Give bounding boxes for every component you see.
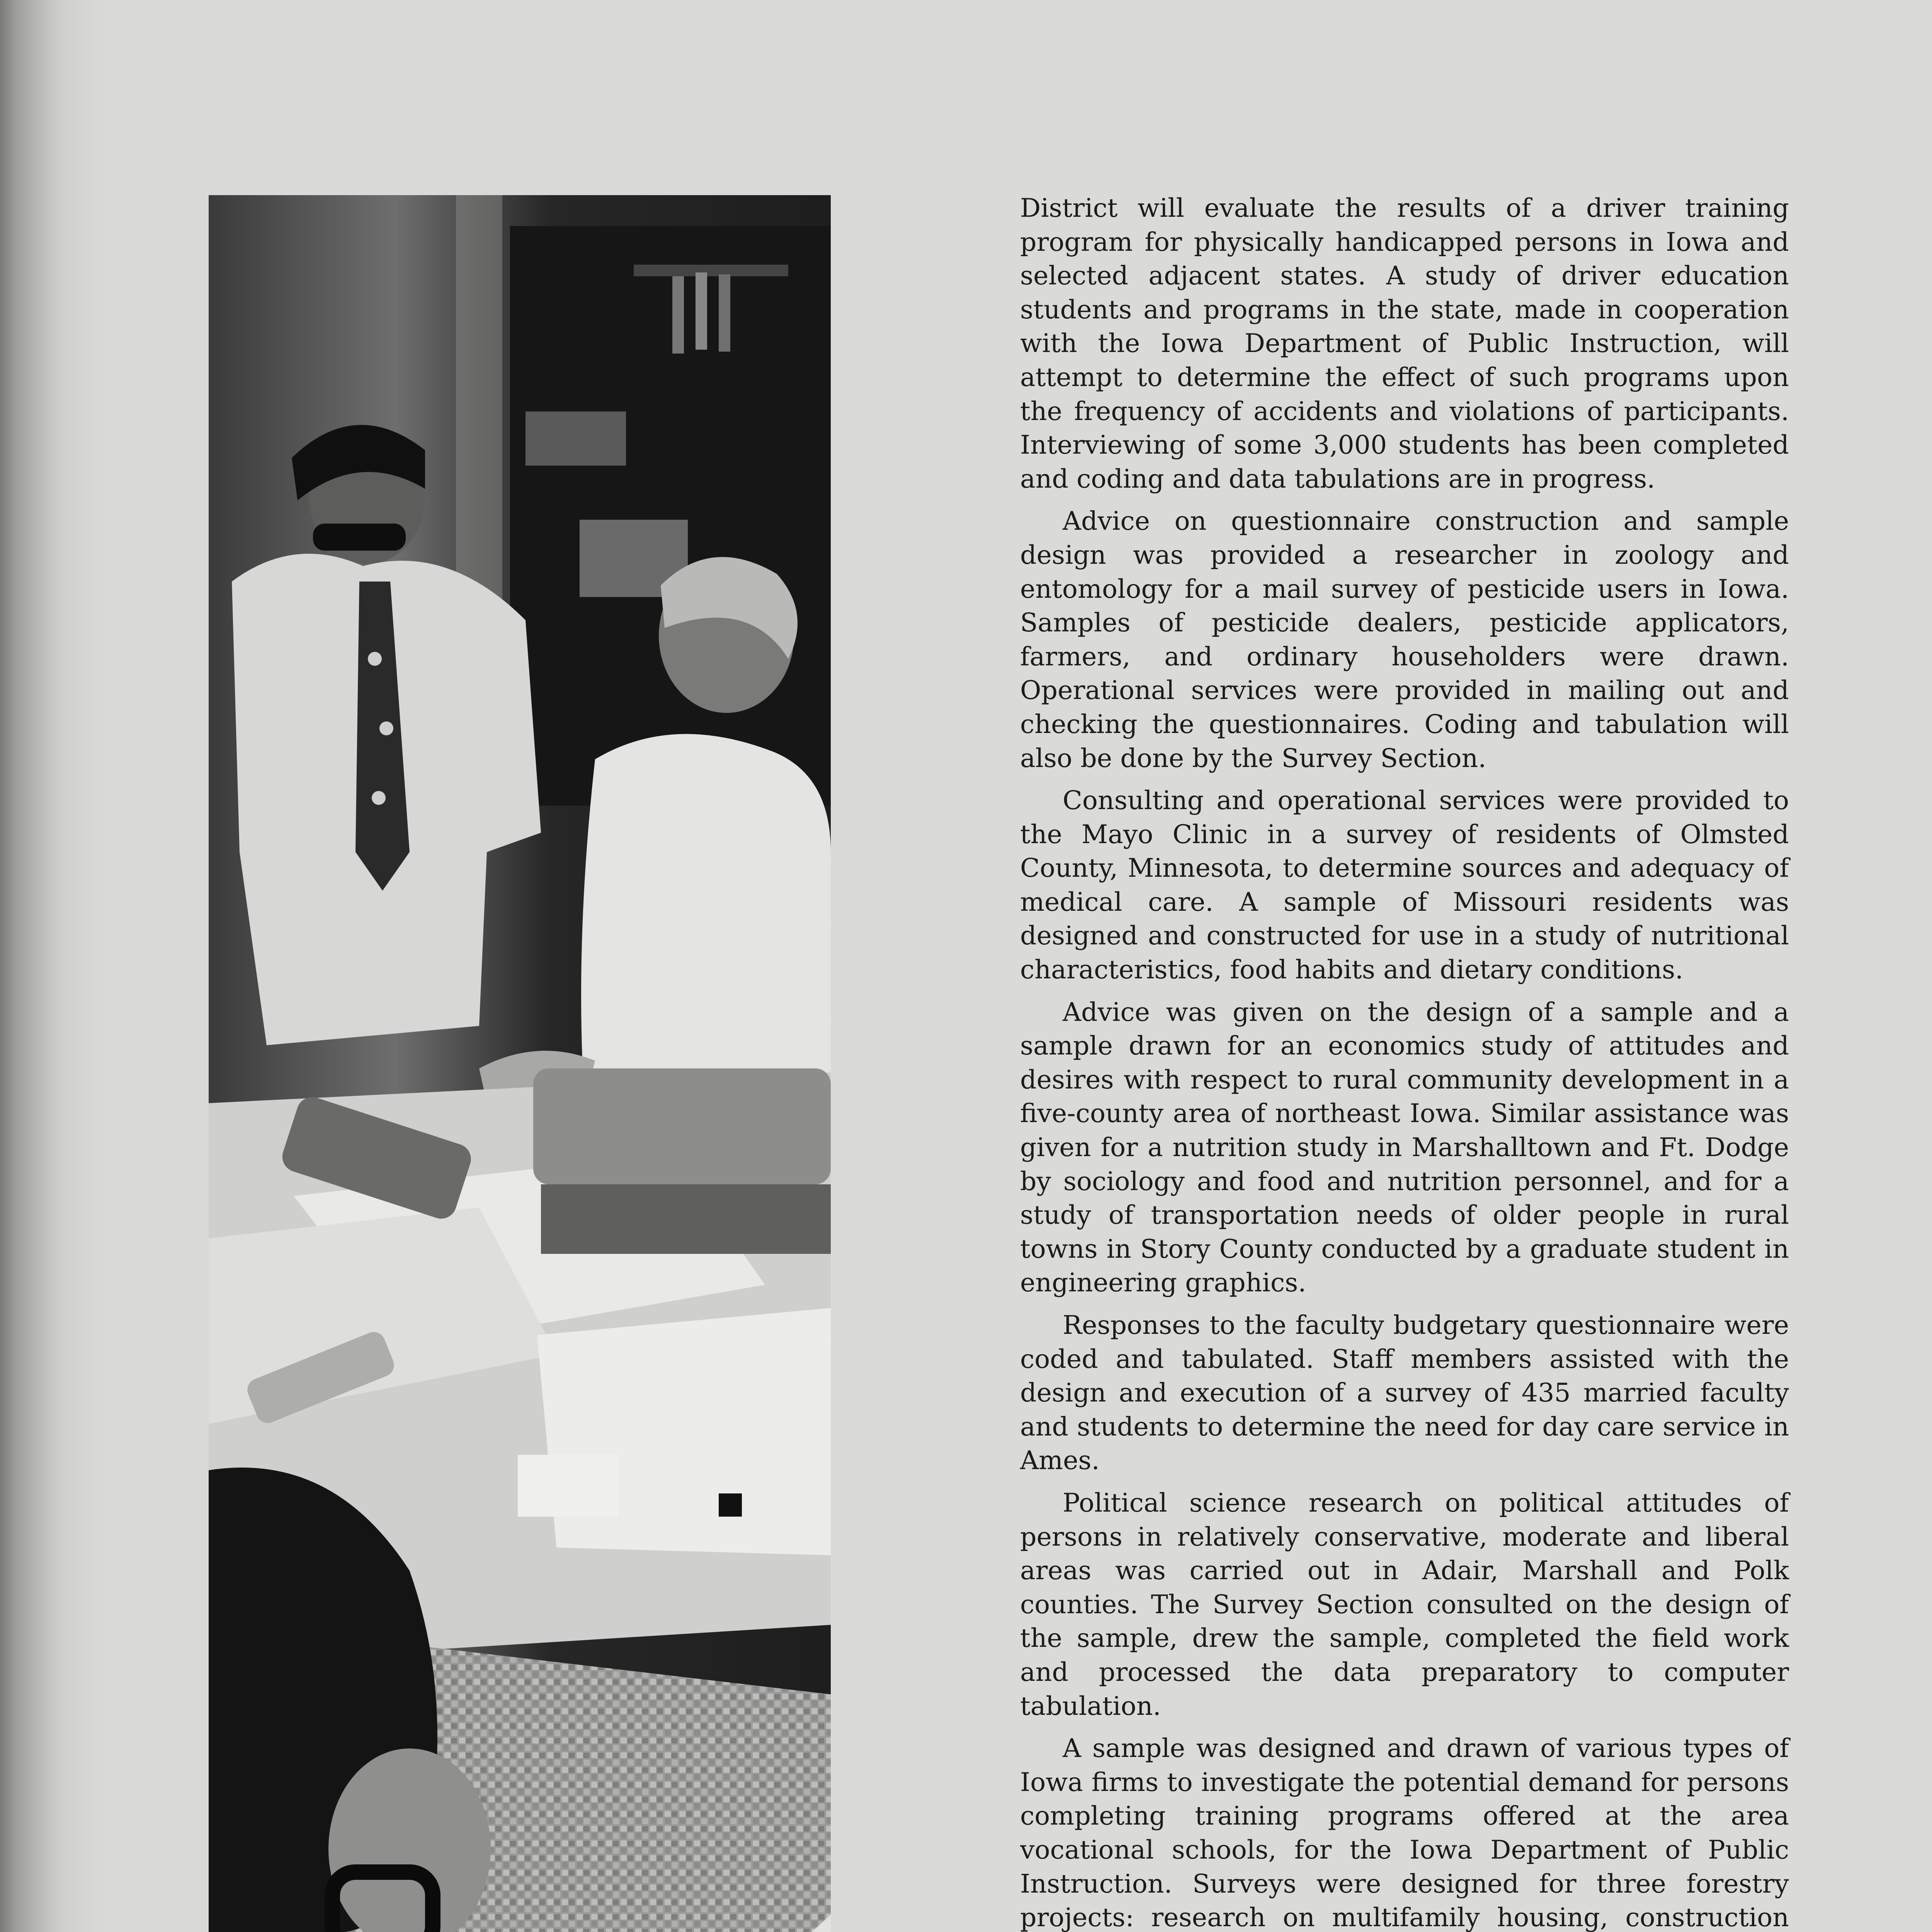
paragraph-iowa-firms: A sample was designed and drawn of various types of Iowa firms to investigate the potential demand for persons completing training programs offered at the area vocational schools, for the Iowa Department of Public Instruction. Surveys were designed for three forestry projects: research on multifamily housing, construction <box>1020 1733 1789 1932</box>
survey-section-photo <box>209 195 831 1932</box>
paragraph-political-science: Political science research on political attitudes of persons in relatively conservative, moderate and liberal areas was carried out in Adair, Marshall and Polk counties. The Survey Section consulted on the design of the sample, drew the sample, completed the field work and processed the data preparatory to computer tabulation. <box>1020 1487 1789 1721</box>
paragraph-faculty-questionnaire: Responses to the faculty budgetary questionnaire were coded and tabulated. Staff members assisted with the design and execution of a survey of 435 married faculty and students to determine the need for day care service in Ames. <box>1020 1310 1789 1476</box>
body-text-column <box>1020 191 1789 1932</box>
paragraph-mayo-clinic: Consulting and operational services were provided to the Mayo Clinic in a survey of residents of Olmsted County, Minnesota, to determine sources and adequacy of medical care. A sample of Missouri residents was designed and constructed for use in a study of nutritional characteristics, food habits and dietary conditions. <box>1020 785 1789 985</box>
photo-illustration <box>209 195 831 1932</box>
paragraph-rural-development: Advice was given on the design of a sample and a sample drawn for an economics study of attitudes and desires with respect to rural community development in a five-county area of northeast Iowa. Similar assistance was given for a nutrition study in Marshalltown and Ft. Dodge by sociology and food and nutrition personnel, and for a study of transportation needs of older people in rural towns in Story County conducted by a graduate student in engineering graphics. <box>1020 997 1789 1298</box>
paragraph-driver-training: District will evaluate the results of a driver training program for physically handicapped persons in Iowa and selected adjacent states. A study of driver education students and programs in the state, made in cooperation with the Iowa Department of Public Instruction, will attempt to determine the effect of such programs upon the frequency of accidents and violations of participants. Interviewing of some 3,000 students has been completed and coding and data tabulations are in progress. <box>1020 193 1789 494</box>
paragraph-pesticide-survey: Advice on questionnaire construction and sample design was provided a researcher in zoology and entomology for a mail survey of pesticide users in Iowa. Samples of pesticide dealers, pesticide applicators, farmers, and ordinary householders were drawn. Operational services were provided in mailing out and checking the questionnaires. Coding and tabulation will also be done by the Survey Section. <box>1020 506 1789 773</box>
